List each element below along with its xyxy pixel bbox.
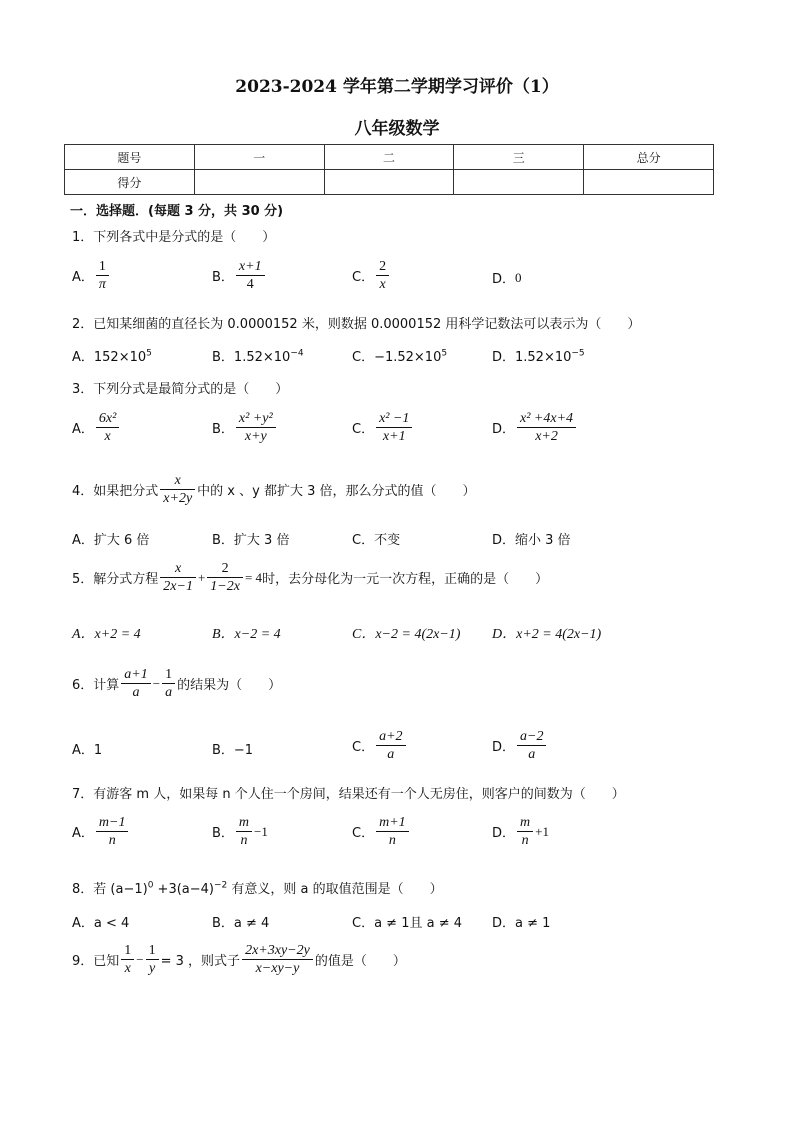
q4-option-c: C．不变 <box>352 533 401 548</box>
q5-option-d: D．x+2 = 4(2x−1) <box>492 627 602 642</box>
question-4-stem: 4．如果把分式 $\frac{x}{x+2y}$ 中的 x 、y 都扩大 3 倍，那么分式的值（ ） <box>72 473 476 506</box>
page-title: 2023-2024 学年第二学期学习评价（1） <box>235 77 559 97</box>
q3-option-a <box>72 410 121 445</box>
fraction: $\frac{2}{1-2x}$ <box>207 560 243 595</box>
table-cell: 得分 <box>65 170 195 195</box>
question-2-stem: 2．已知某细菌的直径长为 0.0000152 米，则数据 0.0000152 用科学记数法可以表示为（ ） <box>72 317 641 332</box>
q1-option-a <box>72 258 111 293</box>
q2-option-d: D．$1.52\times 10^{-5}$ <box>492 348 585 365</box>
option-label: A． <box>72 270 94 285</box>
fraction: $\frac{2}{x}$ <box>376 258 389 293</box>
q7-option-c <box>352 814 411 849</box>
option-label: C． <box>352 826 375 841</box>
q2-option-b: B．$1.52\times 10^{-4}$ <box>212 348 304 365</box>
q3-option-d <box>492 410 578 445</box>
option-label: A． <box>72 826 94 841</box>
score-table <box>64 144 714 195</box>
fraction: $\frac{\text{x² +4x+4}}{x+2}$ <box>517 410 576 445</box>
option-label: D． <box>492 272 516 287</box>
option-value: 0 <box>515 269 522 285</box>
option-label: B． <box>212 422 234 437</box>
q2-option-a: A．$152\times 10^5$ <box>72 348 152 365</box>
q5-option-c: C．x−2 = 4(2x−1) <box>352 627 461 642</box>
fraction: $\frac{a-2}{a}$ <box>517 728 546 763</box>
table-cell: 总分 <box>584 145 714 170</box>
fraction: $\frac{m-1}{n}$ <box>96 814 129 849</box>
q4-option-b: B．扩大 3 倍 <box>212 533 290 548</box>
question-6-stem: 6．计算 $\frac{a+1}{a}$ − $\frac{1}{a}$ 的结果为（ ） <box>72 667 282 700</box>
option-label: A． <box>72 422 94 437</box>
fraction: $\frac{m+1}{n}$ <box>376 814 409 849</box>
fraction: $\frac{m}{n}$ <box>517 814 533 849</box>
option-label: B． <box>212 270 234 285</box>
option-label: C． <box>352 422 375 437</box>
fraction: $\frac{x+1}{4}$ <box>236 258 265 293</box>
table-cell: 二 <box>324 145 454 170</box>
q2-option-c: C．$-1.52\times 10^5$ <box>352 348 448 365</box>
q1-option-b <box>212 258 267 293</box>
fraction: $\frac{x}{2x-1}$ <box>160 560 196 595</box>
fraction: $\frac{1}{y}$ <box>146 942 159 977</box>
fraction: $\frac{1}{a}$ <box>162 666 175 701</box>
option-label: D． <box>492 740 516 755</box>
q6-option-b: B．−1 <box>212 743 254 758</box>
fraction: $\frac{a+1}{a}$ <box>121 666 150 701</box>
q5-option-a: A．x+2 = 4 <box>72 627 141 642</box>
q8-option-c: C．a ≠ 1且 a ≠ 4 <box>352 916 462 931</box>
option-label: C． <box>352 740 375 755</box>
fraction: $\frac{x}{x+2y}$ <box>160 472 195 507</box>
question-1-stem: 1．下列各式中是分式的是（ ） <box>72 230 276 245</box>
question-5-stem: 5．解分式方程 $\frac{x}{2x-1}$ + $\frac{2}{1-2x}$ = 4 时，去分母化为一元一次方程，正确的是（ ） <box>72 561 549 594</box>
table-cell: 三 <box>454 145 584 170</box>
score-input-cell[interactable] <box>454 170 584 195</box>
fraction: $\frac{2x+3xy-2y}{x-xy-y}$ <box>242 942 313 977</box>
score-input-cell[interactable] <box>194 170 324 195</box>
fraction: $\frac{\text{x² +y²}}{x+y}$ <box>236 410 276 445</box>
question-9-stem: 9．已知 $\frac{1}{x}$ − $\frac{1}{y}$ = 3 ，则式子 $\frac{2x+3xy-2y}{x-xy-y}$ 的值是（ ） <box>72 943 406 976</box>
section-heading: 一．选择题．(每题 3 分，共 30 分) <box>70 204 284 219</box>
q6-option-d <box>492 728 548 763</box>
q8-option-b: B．a ≠ 4 <box>212 916 270 931</box>
q6-option-c <box>352 728 408 763</box>
option-label: D． <box>492 826 516 841</box>
question-8-stem: 8．若 $(a-1)^0 +3(a-4)^{-2}$ 有意义，则 a 的取值范围是（ ） <box>72 880 443 897</box>
q4-option-d: D．缩小 3 倍 <box>492 533 571 548</box>
question-7-stem: 7．有游客 m 人，如果每 n 个人住一个房间，结果还有一个人无房住，则客户的间数为（ ） <box>72 787 625 802</box>
q3-option-b <box>212 410 278 445</box>
q1-option-d <box>492 268 522 287</box>
q6-option-a: A．1 <box>72 743 103 758</box>
score-input-cell[interactable] <box>324 170 454 195</box>
page-subtitle: 八年级数学 <box>354 119 440 139</box>
q3-option-c <box>352 410 414 445</box>
q8-option-d: D．a ≠ 1 <box>492 916 551 931</box>
option-label: B． <box>212 826 234 841</box>
fraction: $\frac{\text{x² −1}}{x+1}$ <box>376 410 412 445</box>
option-label: C． <box>352 270 375 285</box>
table-cell: 题号 <box>65 145 195 170</box>
table-cell: 一 <box>194 145 324 170</box>
q5-option-b: B．x−2 = 4 <box>212 627 281 642</box>
fraction: $\frac{1}{\pi}$ <box>96 258 109 293</box>
q4-option-a: A．扩大 6 倍 <box>72 533 150 548</box>
q7-option-b: B． $\frac{m}{n}$ −1 <box>212 815 268 848</box>
score-input-cell[interactable] <box>584 170 714 195</box>
table-row <box>65 145 714 170</box>
q7-option-a <box>72 814 130 849</box>
table-row <box>65 170 714 195</box>
option-label: D． <box>492 422 516 437</box>
fraction: $\frac{\text{6x²}}{x}$ <box>96 410 119 445</box>
q1-option-c <box>352 258 391 293</box>
question-3-stem: 3．下列分式是最简分式的是（ ） <box>72 382 289 397</box>
fraction: $\frac{m}{n}$ <box>236 814 252 849</box>
fraction: $\frac{a+2}{a}$ <box>376 728 405 763</box>
fraction: $\frac{1}{x}$ <box>121 942 134 977</box>
q8-option-a: A．a < 4 <box>72 916 130 931</box>
q7-option-d: D． $\frac{m}{n}$ +1 <box>492 815 549 848</box>
